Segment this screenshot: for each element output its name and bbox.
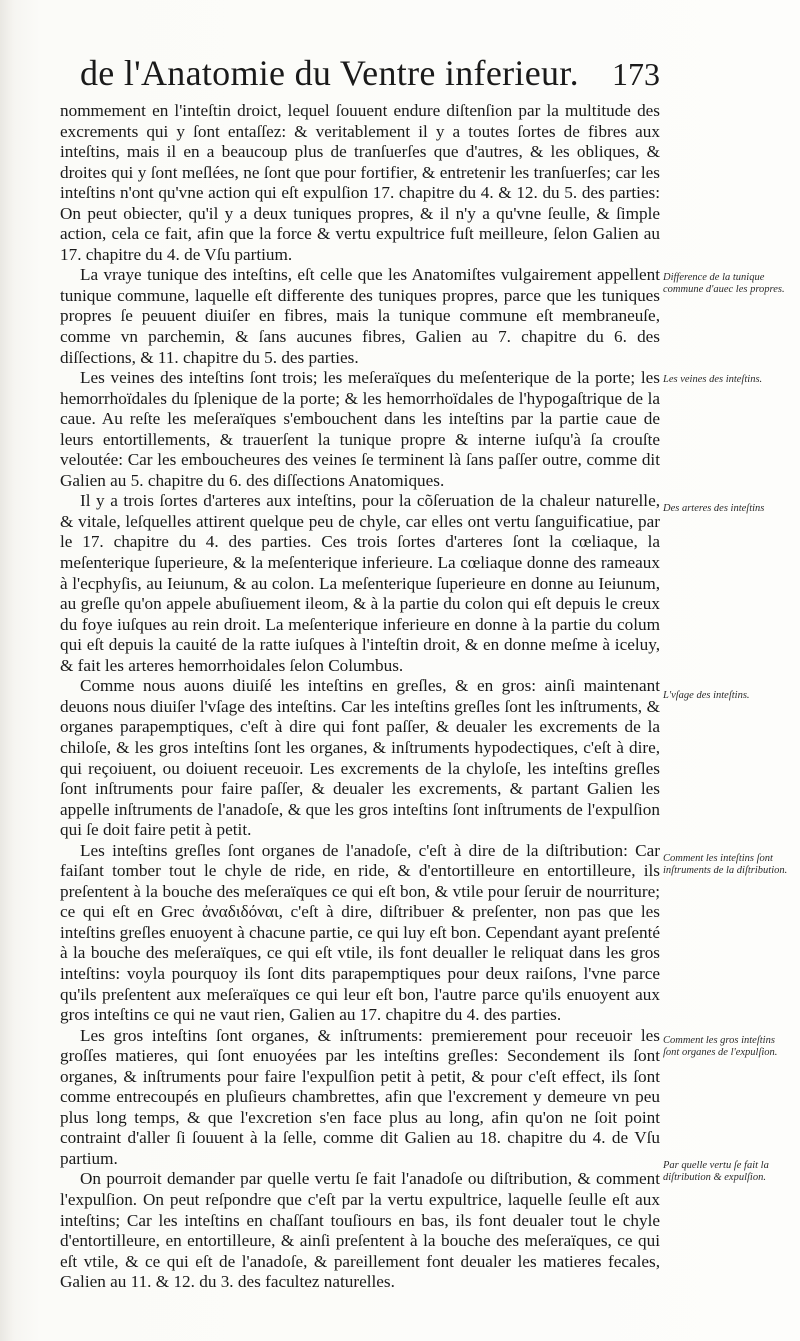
paragraph-fibres: nommement en l'inteſtin droict, lequel ſouuent endure diſtenſion par la multitude des excrements qui y ſont entaſſez: & veritablement il y a toutes ſortes de fibres aux inteſtins, mais il en a beaucoup plus de tranſuerſes que d'autres, & les obliques, & droites qui y ſont meſlées, ne ſont que pour fortifier, & entretenir les tranſuerſes; car les inteſtins n'ont qu'vne action qui eſt expulſion 17. chapitre du 4. & 12. du 5. des parties: On peut obiecter, qu'il y a deux tuniques propres, & il n'y a qu'vne ſeulle, & ſimple action, cela ce fait, afin que la force & vertu expultrice fuſt meilleure, ſelon Galien au 17. chapitre du 4. de Vſu partium. bbox=[60, 101, 660, 264]
margin-note-arteres: Des arteres des inteſtins bbox=[663, 503, 765, 514]
margin-note-vsage: L'vſage des inteſtins. bbox=[663, 690, 750, 701]
margin-note-difference: Difference de la tunique commune d'auec les propres. bbox=[663, 272, 785, 295]
running-title: de l'Anatomie du Ventre inferieur. bbox=[80, 53, 579, 93]
paragraph-vsage: Comme nous auons diuiſé les inteſtins en greſles, & en gros: ainſi maintenant deuons nous diuiſer l'vſage des inteſtins. Car les inteſtins greſles ſont les inſtruments, & organes parapemptiques, c'eſt à dire qui font paſſer, & deualer les excrements de la chiloſe, & les gros inteſtins ſont les organes, & inſtruments hypodectiques, c'eſt à dire, qui reçoiuent, ou doiuent receuoir. Les excrements de la chyloſe, les inteſtins greſles ſont inſtruments pour faire paſſer, & deualer les excrements, & partant Galien les appelle inſtruments de l'anadoſe, & que les gros inteſtins ſont inſtruments de l'expulſion qui ſe doit faire petit à petit. bbox=[60, 676, 660, 840]
running-header bbox=[80, 52, 660, 100]
page-number: 173 bbox=[612, 56, 660, 92]
main-text-column bbox=[60, 101, 660, 1293]
paragraph-gros: Les gros inteſtins ſont organes, & inſtruments: premierement pour receuoir les groſſes matieres, qui ſont enuoyées par les inteſtins greſles: Secondement ils ſont organes, & inſtruments pour faire l'expulſion petit à petit, & pour c'eſt effect, ils ſont comme entrecoupés en pluſieurs chambrettes, afin que l'excrement y demeure vn peu plus long temps, & que l'excretion s'en face plus au long, afin qu'on ne ſoit point contraint d'aller ſi ſouuent à la ſelle, comme dit Galien au 18. chapitre du 4. de Vſu partium. bbox=[60, 1025, 660, 1168]
margin-note-expulsion: Comment les gros inteſtins ſont organes de l'expulſion. bbox=[663, 1035, 778, 1058]
paragraph-vertu: On pourroit demander par quelle vertu ſe fait l'anadoſe ou diſtribution, & comment l'expulſion. On peut reſpondre que c'eſt par la vertu expultrice, laquelle ſeulle eſt aux inteſtins; Car les inteſtins en chaſſant touſiours en bas, ils font deualer tout le chyle d'entortilleure, en entortilleure, & ainſi preſentent à la bouche des meſeraïques, ce qui eſt vtile, & ce qui eſt de l'anadoſe, & pareillement font deualer les matieres fecales, Galien au 11. & 12. du 3. des facultez naturelles. bbox=[60, 1169, 660, 1292]
margin-note-vertu: Par quelle vertu ſe fait la diſtribution & expulſion. bbox=[663, 1160, 769, 1183]
margin-note-veines: Les veines des inteſtins. bbox=[663, 374, 763, 385]
paragraph-arteres: Il y a trois ſortes d'arteres aux inteſtins, pour la cõſeruation de la chaleur naturelle, & vitale, leſquelles attirent quelque peu de chyle, car elles ont vertu ſanguificatiue, par le 17. chapitre du 4. des parties. Ces trois ſortes d'arteres ſont la cœliaque, la meſenterique ſuperieure, & la meſenterique inferieure. La cœliaque donne des rameaux à l'ecphyſis, au Ieiunum, & au colon. La meſenterique ſuperieure en donne au Ieiunum, au greſle qu'on appele abuſiuement ileom, & à la partie du colon qui eſt depuis le creux du foye iuſques au rein droit. La meſenterique inferieure en donne à la partie du colum qui eſt depuis la cauité de la ratte iuſques à l'inteſtin droit, & en donne meſme à iceluy, & fait les arteres hemorrhoidales ſelon Columbus. bbox=[60, 491, 660, 675]
paragraph-veines: Les veines des inteſtins ſont trois; les meſeraïques du meſenterique de la porte; les hemorrhoïdales du ſplenique de la porte; & les hemorrhoïdales de l'hypogaſtrique de la caue. Au reſte les meſeraïques s'embouchent dans les inteſtins par la partie caue de leurs entortillements, & trauerſent la tunique propre & interne iuſqu'à ſa crouſte veloutée: Car les emboucheures des veines ſe terminent là ſans paſſer outre, comme dit Galien au 5. chapitre du 6. des diſſections Anatomiques. bbox=[60, 368, 660, 490]
paragraph-tunique: La vraye tunique des inteſtins, eſt celle que les Anatomiſtes vulgairement appellent tunique commune, laquelle eſt differente des tuniques propres, parce que les tuniques propres ſe peuuent diuiſer en fibres, mais la tunique commune eſt membraneuſe, comme vn parchemin, & ſans aucunes fibres, Galien au 7. chapitre du 6. des diſſections, & 11. chapitre du 5. des parties. bbox=[60, 265, 660, 367]
paragraph-greſles: Les inteſtins greſles ſont organes de l'anadoſe, c'eſt à dire de la diſtribution: Car faiſant tomber tout le chyle de ride, en ride, & d'entortilleure en entortilleure, ils preſentent à la bouche des meſeraïques ce qui eſt bon, & vtile pour ſeruir de nourriture; ce qui eſt en Grec ἀναδιδόναι, c'eſt à dire, diſtribuer & preſenter, non pas que les inteſtins greſles enuoyent à chacune partie, ce qui luy eſt bon. Cependant ayant preſenté à la bouche des meſeraïques, ce qui eſt vtile, ils font deualler le reliquat dans les gros inteſtins: voyla pourquoy ils ſont dits parapemptiques pour deux raiſons, l'vne parce qu'ils preſentent aux meſeraïques ce qui leur eſt bon, l'autre parce qu'ils enuoyent aux gros inteſtins ce qui ne vaut rien, Galien au 17. chapitre du 4. des parties. bbox=[60, 840, 660, 1025]
margin-note-distribution: Comment les inteſtins ſont inſtruments de la diſtribution. bbox=[663, 853, 788, 876]
